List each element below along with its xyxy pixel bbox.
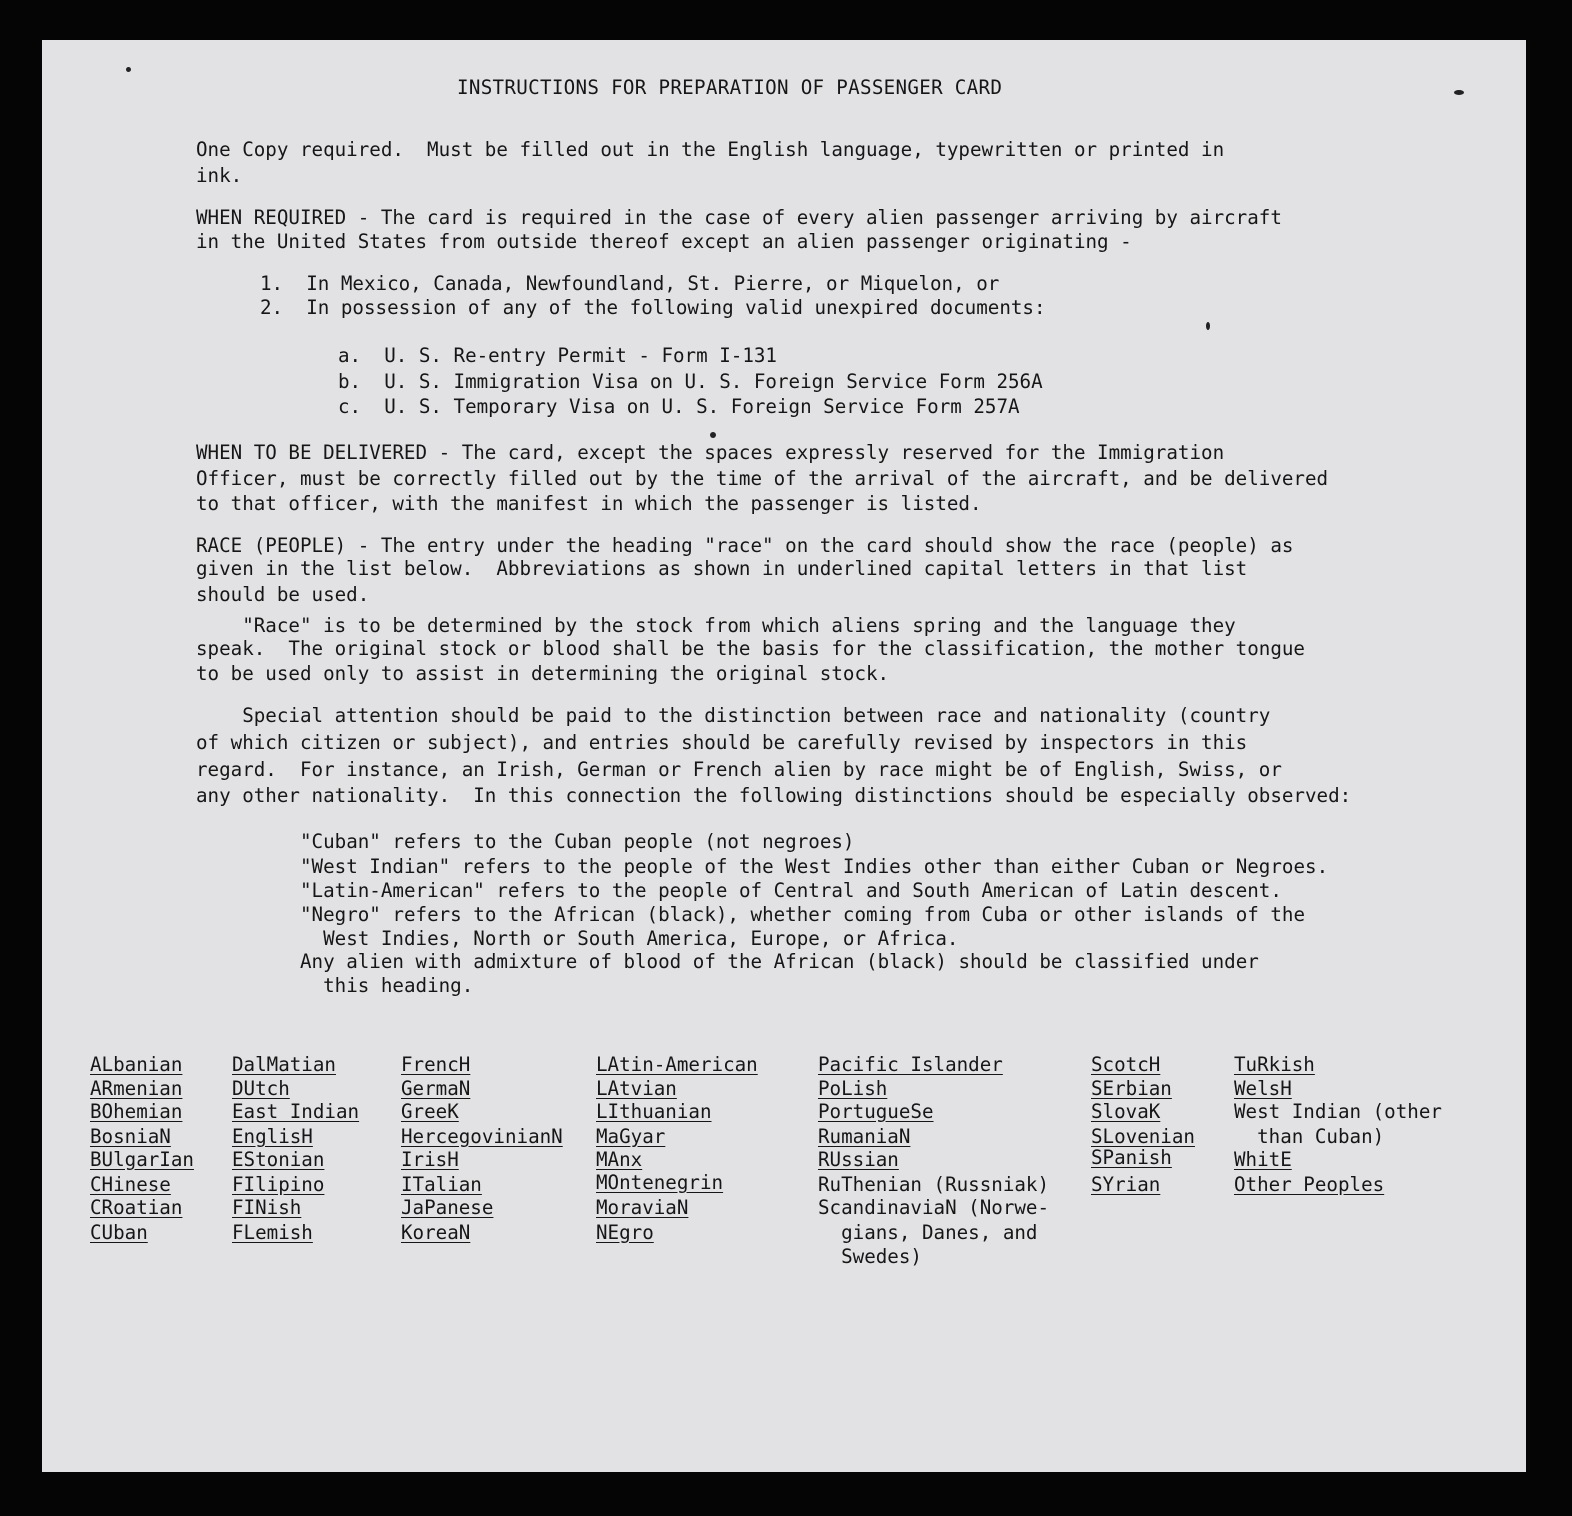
race-entry: SlovaK <box>1091 1100 1161 1123</box>
race-entry: EStonian <box>232 1148 325 1171</box>
list-item: "Cuban" refers to the Cuban people (not negroes) <box>300 830 855 853</box>
race-entry: HercegovinianN <box>401 1125 563 1148</box>
race-entry: LIthuanian <box>596 1100 712 1123</box>
list-item: "West Indian" refers to the people of the West Indies other than either Cuban or Negroes. <box>300 855 1329 878</box>
race-entry: MAnx <box>596 1148 643 1171</box>
race-entry: LAtvian <box>596 1077 677 1100</box>
race-entry: GermaN <box>401 1077 471 1100</box>
race-entry: WhitE <box>1234 1148 1292 1171</box>
race-entry: LAtin-American <box>596 1053 758 1076</box>
race-entry: MoraviaN <box>596 1196 689 1219</box>
paragraph-line: RACE (PEOPLE) - The entry under the heading "race" on the card should show the race (people) as <box>196 534 1294 557</box>
paragraph-line: regard. For instance, an Irish, German or French alien by race might be of English, Swiss, or <box>196 758 1282 781</box>
race-entry: DalMatian <box>232 1053 336 1076</box>
scan-speck <box>126 67 131 72</box>
list-item: b. U. S. Immigration Visa on U. S. Foreign Service Form 256A <box>338 370 1043 393</box>
race-entry: SPanish <box>1091 1146 1172 1169</box>
race-entry: FIlipino <box>232 1173 325 1196</box>
race-entry: East Indian <box>232 1100 360 1123</box>
race-entry: FINish <box>232 1196 302 1219</box>
race-entry: PoLish <box>818 1077 888 1100</box>
race-entry: ScotcH <box>1091 1053 1161 1076</box>
race-entry: ITalian <box>401 1173 482 1196</box>
intro-line: ink. <box>196 164 243 187</box>
intro-line: One Copy required. Must be filled out in the English language, typewritten or printed in <box>196 138 1225 161</box>
paragraph-line: "Race" is to be determined by the stock from which aliens spring and the language they <box>196 614 1236 637</box>
list-item: West Indies, North or South America, Europe, or Africa. <box>300 927 959 950</box>
paragraph-line: any other nationality. In this connection the following distinctions should be especially observed: <box>196 784 1352 807</box>
paragraph-line: Officer, must be correctly filled out by the time of the arrival of the aircraft, and be delivered <box>196 467 1329 490</box>
list-item: c. U. S. Temporary Visa on U. S. Foreign Service Form 257A <box>338 395 1020 418</box>
race-entry: SLovenian <box>1091 1125 1195 1148</box>
race-entry: KoreaN <box>401 1221 471 1244</box>
paragraph-line: to be used only to assist in determining the original stock. <box>196 662 890 685</box>
paragraph-line: to that officer, with the manifest in which the passenger is listed. <box>196 492 982 515</box>
race-entry: ALbanian <box>90 1053 183 1076</box>
paragraph-line: WHEN REQUIRED - The card is required in the case of every alien passenger arriving by aircraft <box>196 206 1282 229</box>
race-entry: Other Peoples <box>1234 1173 1385 1196</box>
race-entry: DUtch <box>232 1077 290 1100</box>
race-entry: RuThenian (Russniak) <box>818 1173 1050 1196</box>
race-entry: CHinese <box>90 1173 171 1196</box>
paragraph-line: in the United States from outside thereof except an alien passenger originating - <box>196 230 1132 253</box>
scan-speck <box>1206 322 1210 330</box>
page-title: INSTRUCTIONS FOR PREPARATION OF PASSENGER CARD <box>457 76 1003 99</box>
race-entry: than Cuban) <box>1234 1125 1385 1148</box>
paragraph-line: WHEN TO BE DELIVERED - The card, except the spaces expressly reserved for the Immigration <box>196 441 1225 464</box>
race-entry: EnglisH <box>232 1125 313 1148</box>
scan-speck <box>1454 90 1464 95</box>
race-entry: Swedes) <box>818 1245 922 1268</box>
race-entry: NEgro <box>596 1221 654 1244</box>
race-entry: WelsH <box>1234 1077 1292 1100</box>
race-entry: RUssian <box>818 1148 899 1171</box>
race-entry: SErbian <box>1091 1077 1172 1100</box>
race-entry: TuRkish <box>1234 1053 1315 1076</box>
race-entry: PortugueSe <box>818 1100 934 1123</box>
list-item: 2. In possession of any of the following valid unexpired documents: <box>260 296 1046 319</box>
race-entry: Pacific Islander <box>818 1053 1003 1076</box>
list-item: "Negro" refers to the African (black), whether coming from Cuba or other islands of the <box>300 903 1306 926</box>
race-entry: IrisH <box>401 1148 459 1171</box>
race-entry: SYrian <box>1091 1173 1161 1196</box>
race-entry: RumaniaN <box>818 1125 911 1148</box>
race-entry: FLemish <box>232 1221 313 1244</box>
paragraph-line: should be used. <box>196 583 370 606</box>
race-entry: CRoatian <box>90 1196 183 1219</box>
race-entry: FrencH <box>401 1053 471 1076</box>
race-entry: BosniaN <box>90 1125 171 1148</box>
list-item: a. U. S. Re-entry Permit - Form I-131 <box>338 344 777 367</box>
paragraph-line: given in the list below. Abbreviations as shown in underlined capital letters in that list <box>196 557 1248 580</box>
paragraph-line: speak. The original stock or blood shall be the basis for the classification, the mother tongue <box>196 637 1305 660</box>
race-entry: ScandinaviaN (Norwe- <box>818 1196 1050 1219</box>
race-entry: JaPanese <box>401 1196 494 1219</box>
list-item: 1. In Mexico, Canada, Newfoundland, St. Pierre, or Miquelon, or <box>260 272 1000 295</box>
list-item: "Latin-American" refers to the people of Central and South American of Latin descent. <box>300 879 1282 902</box>
paragraph-line: Special attention should be paid to the distinction between race and nationality (country <box>196 704 1271 727</box>
race-entry: CUban <box>90 1221 148 1244</box>
race-entry: gians, Danes, and <box>818 1221 1038 1244</box>
race-entry: MaGyar <box>596 1125 666 1148</box>
paragraph-line: of which citizen or subject), and entries should be carefully revised by inspectors in this <box>196 731 1248 754</box>
race-entry: ARmenian <box>90 1077 183 1100</box>
list-item: Any alien with admixture of blood of the African (black) should be classified under <box>300 950 1259 973</box>
race-entry: BUlgarIan <box>90 1148 194 1171</box>
document-page <box>42 40 1526 1472</box>
race-entry: GreeK <box>401 1100 459 1123</box>
race-entry: BOhemian <box>90 1100 183 1123</box>
scan-speck <box>710 432 716 438</box>
race-entry: West Indian (other <box>1234 1100 1442 1123</box>
list-item: this heading. <box>300 974 474 997</box>
race-entry: MOntenegrin <box>596 1171 724 1194</box>
